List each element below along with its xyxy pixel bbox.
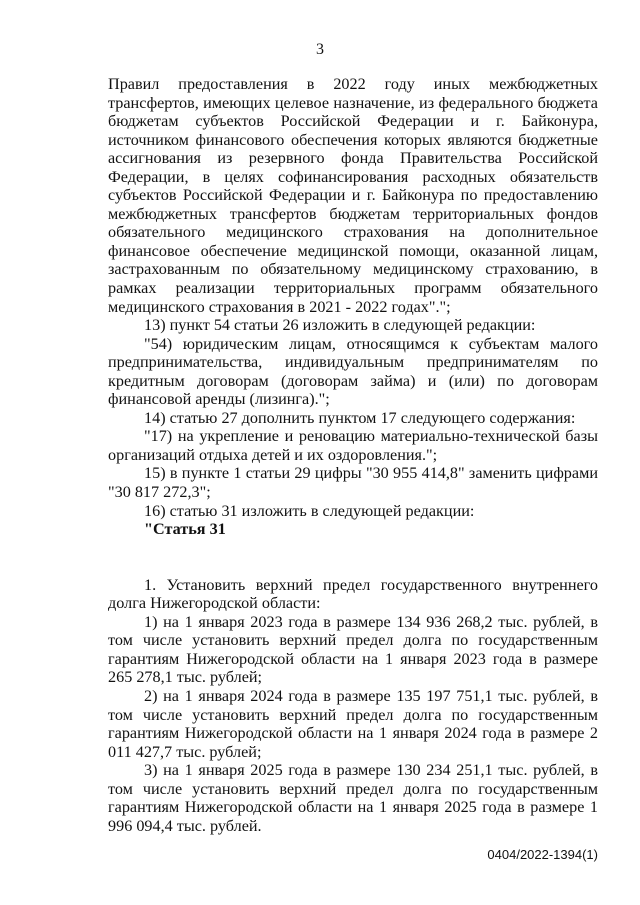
paragraph-item-16: 16) статью 31 изложить в следующей редакции:: [144, 501, 475, 520]
paragraph-item-14-text: "17) на укрепление и реновацию материально-технической базы организаций отдыха детей и их оздоровления.";: [108, 427, 598, 464]
paragraph-item-14: 14) статью 27 дополнить пунктом 17 следующего содержания:: [144, 408, 576, 427]
spacer: [108, 539, 598, 576]
article-subitem-3: 3) на 1 января 2025 года в размере 130 234 251,1 тыс. рублей, в том числе установить верхний предел долга по государственным гарантиям Нижегородской области на 1 января 2025 года в размере 1 996 094,4 тыс. рублей.: [108, 761, 598, 835]
article-subitem-1: 1) на 1 января 2023 года в размере 134 936 268,2 тыс. рублей, в том числе установить верхний предел долга по государственным гарантиям Нижегородской области на 1 января 2023 года в размере 265 278,1 тыс. рублей;: [108, 612, 598, 687]
paragraph-continuation: Правил предоставления в 2022 году иных межбюджетных трансфертов, имеющих целевое назначение, из федерального бюджета бюджетам субъектов Российской Федерации и г. Байконура, источником финансового обеспечения которых являются бюджетные ассигнования из резервного фонда Правительства Российской Федерации, в целях софинансирования расходных обязательств субъектов Российской Федерации и г. Байконура по предоставлению межбюджетных трансфертов бюджетам территориальных фондов обязательного медицинского страхования на дополнительное финансовое обеспечение медицинской помощи, оказанной лицам, застрахованным по обязательному медицинскому страхованию, в рамках реализации территориальных программ обязательного медицинского страхования в 2021 - 2022 годах".";: [108, 75, 598, 316]
article-subitem-2: 2) на 1 января 2024 года в размере 135 197 751,1 тыс. рублей, в том числе установить верхний предел долга по государственным гарантиям Нижегородской области на 1 января 2024 года в размере 2 011 427,7 тыс. рублей;: [108, 686, 598, 761]
document-code: 0404/2022-1394(1): [487, 847, 598, 862]
article-heading: "Статья 31: [144, 520, 226, 539]
paragraph-item-15: 15) в пункте 1 статьи 29 цифры "30 955 414,8" заменить цифрами "30 817 272,3";: [108, 464, 598, 502]
document-body: [108, 75, 598, 835]
paragraph-item-13-text: "54) юридическим лицам, относящимся к субъектам малого предпринимательства, индивидуальным предпринимателям по кредитным договорам (договорам займа) и (или) по договорам финансовой аренды (лизинга).";: [108, 334, 598, 409]
paragraph-item-13: 13) пункт 54 статьи 26 изложить в следующей редакции:: [144, 316, 536, 335]
article-paragraph-1: 1. Установить верхний предел государственного внутреннего долга Нижегородской области:: [108, 575, 598, 613]
page-number: 3: [316, 41, 324, 58]
